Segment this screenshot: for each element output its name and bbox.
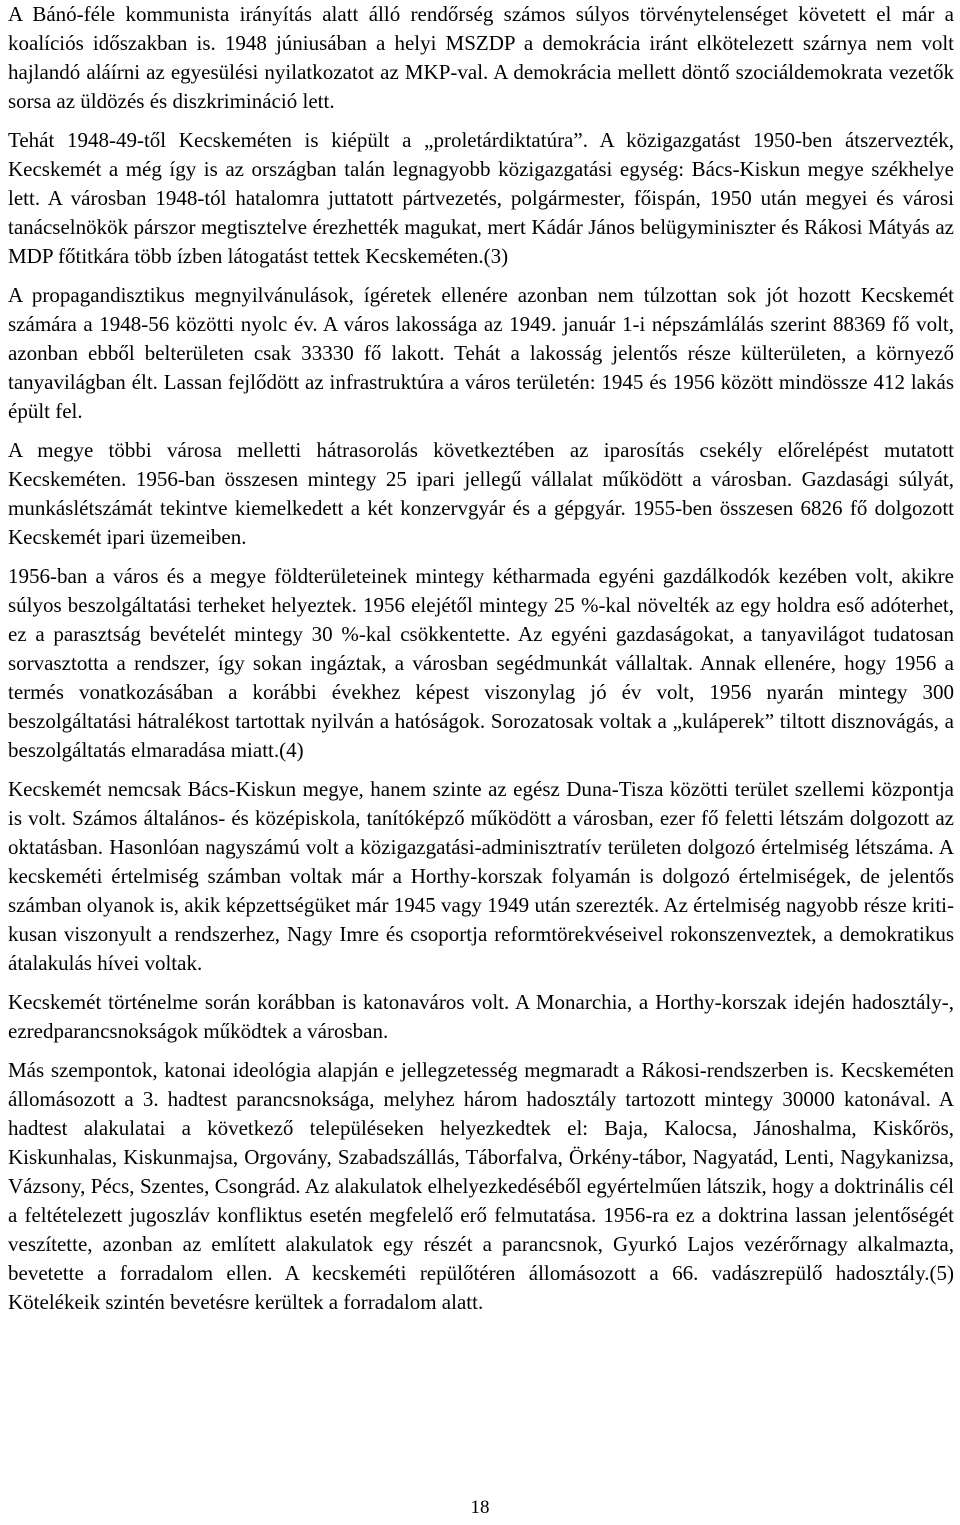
paragraph-2: Tehát 1948-49-től Kecskeméten is kiépült a „proletárdiktatúra”. A közigazgatást 1950-ben átszervezték, Kecskemét a még így is az országban talán legnagyobb közigazgatási egység: Bács-Kiskun megye székhelye lett. A városban 1948-tól hatalomra juttatott pártvezetés, polgármester, főispán, 1950 után megyei és városi tanácselnökök párszor megtisztelve érezhették magukat, mert Kádár János belügyminiszter és Rákosi Mátyás az MDP főtitkára több ízben látogatást tettek Kecskeméten.(3)	[8, 128, 954, 268]
paragraph-8: Más szempontok, katonai ideológia alapján e jellegzetesség megmaradt a Rákosi-rendszerben is. Kecskeméten állomásozott a 3. hadtest parancsnoksága, melyhez három hadosztály tartozott mintegy 30000 katonával. A hadtest alakulatai a következő településeken helyezkedtek el: Baja, Kalocsa, Jánoshalma, Kiskőrös, Kiskunhalas, Kiskunmajsa, Orgovány, Szabadszállás, Táborfalva, Örkény-tábor, Nagyatád, Lenti, Nagykanizsa, Vázsony, Pécs, Szentes, Csongrád. Az alakulatok elhelyezkedéséből egyértelműen látszik, hogy a doktrinális cél a feltételezett jugoszláv konfliktus esetén megfelelő erő felmutatása. 1956-ra ez a doktrina lassan jelentőségét veszítette, azonban az említett alakulatok egy részét a parancsnok, Gyurkó Lajos vezérőrnagy alkalmazta, bevetette a forradalom ellen. A kecskeméti repülőtéren állomásozott a 66. vadászrepülő hadosztály.(5) Kötelékeik szintén bevetésre kerültek a forradalom alatt.	[8, 1058, 954, 1314]
paragraph-3: A propagandisztikus megnyilvánulások, ígéretek ellenére azonban nem túlzottan sok jót hozott Kecskemét számára a 1948-56 közötti nyolc év. A város lakossága az 1949. január 1-i népszámlálás szerint 88369 fő volt, azonban ebből belterületen csak 33330 fő lakott. Tehát a lakosság jelentős része külterületen, a környező tanyavilágban élt. Lassan fejlődött az infrastruktúra a város területén: 1945 és 1956 között mindössze 412 lakás épült fel.	[8, 283, 954, 423]
page-number: 18	[470, 1497, 490, 1518]
paragraph-7: Kecskemét történelme során korábban is katonaváros volt. A Monarchia, a Horthy-korszak idején hadosztály-, ezredparancsnokságok működtek a városban.	[8, 990, 954, 1043]
paragraph-6: Kecskemét nemcsak Bács-Kiskun megye, hanem szinte az egész Duna-Tisza közötti terület szellemi központja is volt. Számos általános- és középiskola, tanítóképző működött a városban, ezer fő feletti létszám dolgozott az oktatásban. Hasonlóan nagyszámú volt a közigazgatási-adminisztratív területen dolgozó értelmiség létszáma. A kecskeméti értelmiség számban voltak már a Horthy-korszak folyamán is dolgozó értelmiségek, de jelentős számban olyanok is, akik képzettségüket már 1945 vagy 1949 után szerezték. Az értelmiség nagyobb része kritikusan viszonyult a rendszerhez, Nagy Imre és csoportja reformtörekvéseivel rokonszenveztek, a demokratikus átalakulás hívei voltak.	[8, 777, 954, 975]
paragraph-5: 1956-ban a város és a megye földterületeinek mintegy kétharmada egyéni gazdálkodók kezében volt, akikre súlyos beszolgáltatási terheket helyeztek. 1956 elejétől mintegy 25 %-kal növelték az egy holdra eső adóterhet, ez a parasztság bevételét mintegy 30 %-kal csökkentette. Az egyéni gazdaságokat, a tanyavilágot tudatosan sorvasztotta a rendszer, így sokan ingáztak, a városban segédmunkát vállaltak. Annak ellenére, hogy 1956 a termés vonatkozásában a korábbi évekhez képest viszonylag jó év volt, 1956 nyarán mintegy 300 beszolgáltatási hátralékost tartottak nyilván a hatóságok. Sorozatosak voltak a „kuláperek” tiltott disznovágás, a beszolgáltatás elmaradása miatt.(4)	[8, 564, 954, 762]
paragraph-4: A megye többi városa melletti hátrasorolás következtében az iparosítás csekély előrelépést mutatott Kecskeméten. 1956-ban összesen mintegy 25 ipari jellegű vállalat működött a városban. Gazdasági súlyát, munkáslétszámát tekintve kiemelkedett a két konzervgyár és a gépgyár. 1955-ben összesen 6826 fő dolgozott Kecskemét ipari üzemeiben.	[8, 438, 954, 549]
document-page	[8, 0, 954, 1327]
paragraph-1: A Bánó-féle kommunista irányítás alatt álló rendőrség számos súlyos törvénytelenséget követett el már a koalíciós időszakban is. 1948 júniusában a helyi MSZDP a demokrácia iránt elkötelezett szárnya nem volt hajlandó aláírni az egyesülési nyilatkozatot az MKP-val. A demokrácia mellett döntő szociáldemokrata vezetők sorsa az üldözés és diszkrimináció lett.	[8, 2, 954, 113]
